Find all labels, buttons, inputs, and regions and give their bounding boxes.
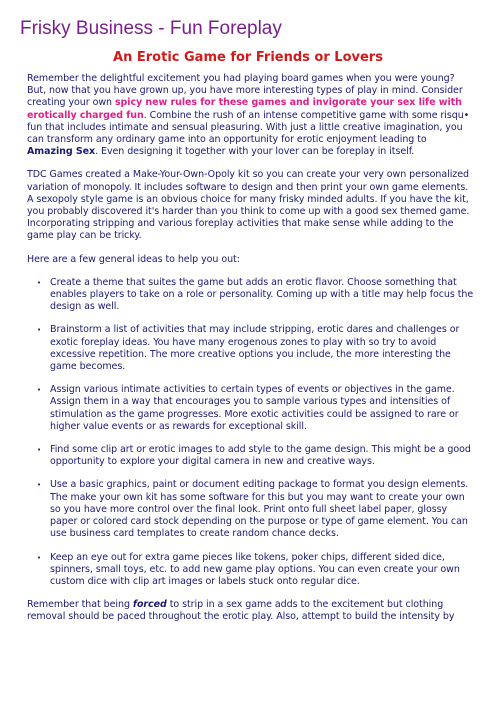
tip-item <box>27 277 475 314</box>
intro-highlight: spicy new rules for these games and invigorate your sex life with erotically charged fun <box>27 97 462 121</box>
bullet-icon: • <box>37 278 42 287</box>
article-body <box>27 73 475 635</box>
closing-paragraph <box>27 599 475 623</box>
tip-item <box>27 479 475 540</box>
tip-text: Find some clip art or erotic images to add style to the game design. This might be a good opportunity to explore your digital camera in new and creative ways. <box>50 444 471 468</box>
tdc-paragraph: TDC Games created a Make-Your-Own-Opoly kit so you can create your very own personalized variation of monopoly. It includes software to design and then print your own game elements. A sexopoly style game is an obvious choice for many frisky minded adults. If you have the kit, you probably discovered it's harder than you think to come up with a good sex themed game. Incorporating stripping and various foreplay activities that make sense while adding to the game play can be tricky. <box>27 169 470 242</box>
bullet-icon: • <box>37 481 42 490</box>
tip-item <box>27 552 475 589</box>
document-title: Frisky Business - Fun Foreplay <box>20 18 282 39</box>
tip-text: Brainstorm a list of activities that may include stripping, erotic dares and challenges or exotic foreplay ideas. You have many erogenous zones to play with so try to avoid excessive repetition. The more creative options you include, the more interesting the game becomes. <box>50 324 460 373</box>
article-subtitle: An Erotic Game for Friends or Lovers <box>113 50 383 65</box>
closing-emphasis: forced <box>132 599 167 611</box>
bullet-icon: • <box>37 326 42 335</box>
ideas-intro: Here are a few general ideas to help you out: <box>27 253 240 265</box>
bullet-icon: • <box>37 553 42 562</box>
tip-text: Assign various intimate activities to certain types of events or objectives in the game. Assign them in a way that encourages you to sample various types and intensities of stimulation as the game progresses. More exotic activities could be assigned to rare or higher value events or as rewards for exceptional skill. <box>50 384 459 432</box>
intro-text-1: Remember the delightful excitement you had playing board games when you were young? But, now that you have grown up, you have more interesting types of play in mind. Consider creating your own <box>27 73 463 109</box>
tip-item <box>27 384 475 433</box>
intro-text-3: . Even designing it together with your lover can be foreplay in itself. <box>95 146 415 158</box>
intro-paragraph <box>27 73 475 158</box>
tip-item <box>27 444 475 468</box>
closing-text-1: Remember that being <box>27 599 133 611</box>
closing-text-2: to strip in a sex game adds to the excitement but clothing removal should be paced throughout the erotic play. Also, attempt to build the intensity by <box>27 599 455 623</box>
bullet-icon: • <box>37 386 42 395</box>
intro-bold: Amazing Sex <box>27 146 96 158</box>
tip-text: Create a theme that suites the game but adds an erotic flavor. Choose something that enables players to take on a role or personality. Coming up with a title may help focus the design as well. <box>50 276 474 313</box>
tip-text: Keep an eye out for extra game pieces like tokens, poker chips, different sided dice, spinners, small toys, etc. to add new game play options. You can even create your own custom dice with clip art images or labels stuck onto regular dice. <box>50 551 460 587</box>
tip-text: Use a basic graphics, paint or document editing package to format you design elements. The make your own kit has some software for this but you may want to create your own so you have more control over the final look. Print onto full sheet label paper, glossy paper or colored card stock depending on the purpose or type of game element. You can use business card templates to create random chance decks. <box>50 479 469 540</box>
tips-list <box>27 277 475 588</box>
bullet-icon: • <box>37 446 42 455</box>
tip-item <box>27 324 475 373</box>
intro-text-2: . Combine the rush of an intense competitive game with some risqu• fun that includes intimate and sensual pleasuring. With just a little creative imagination, you can transform any ordinary game into an opportunity for erotic enjoyment leading to <box>27 109 470 146</box>
